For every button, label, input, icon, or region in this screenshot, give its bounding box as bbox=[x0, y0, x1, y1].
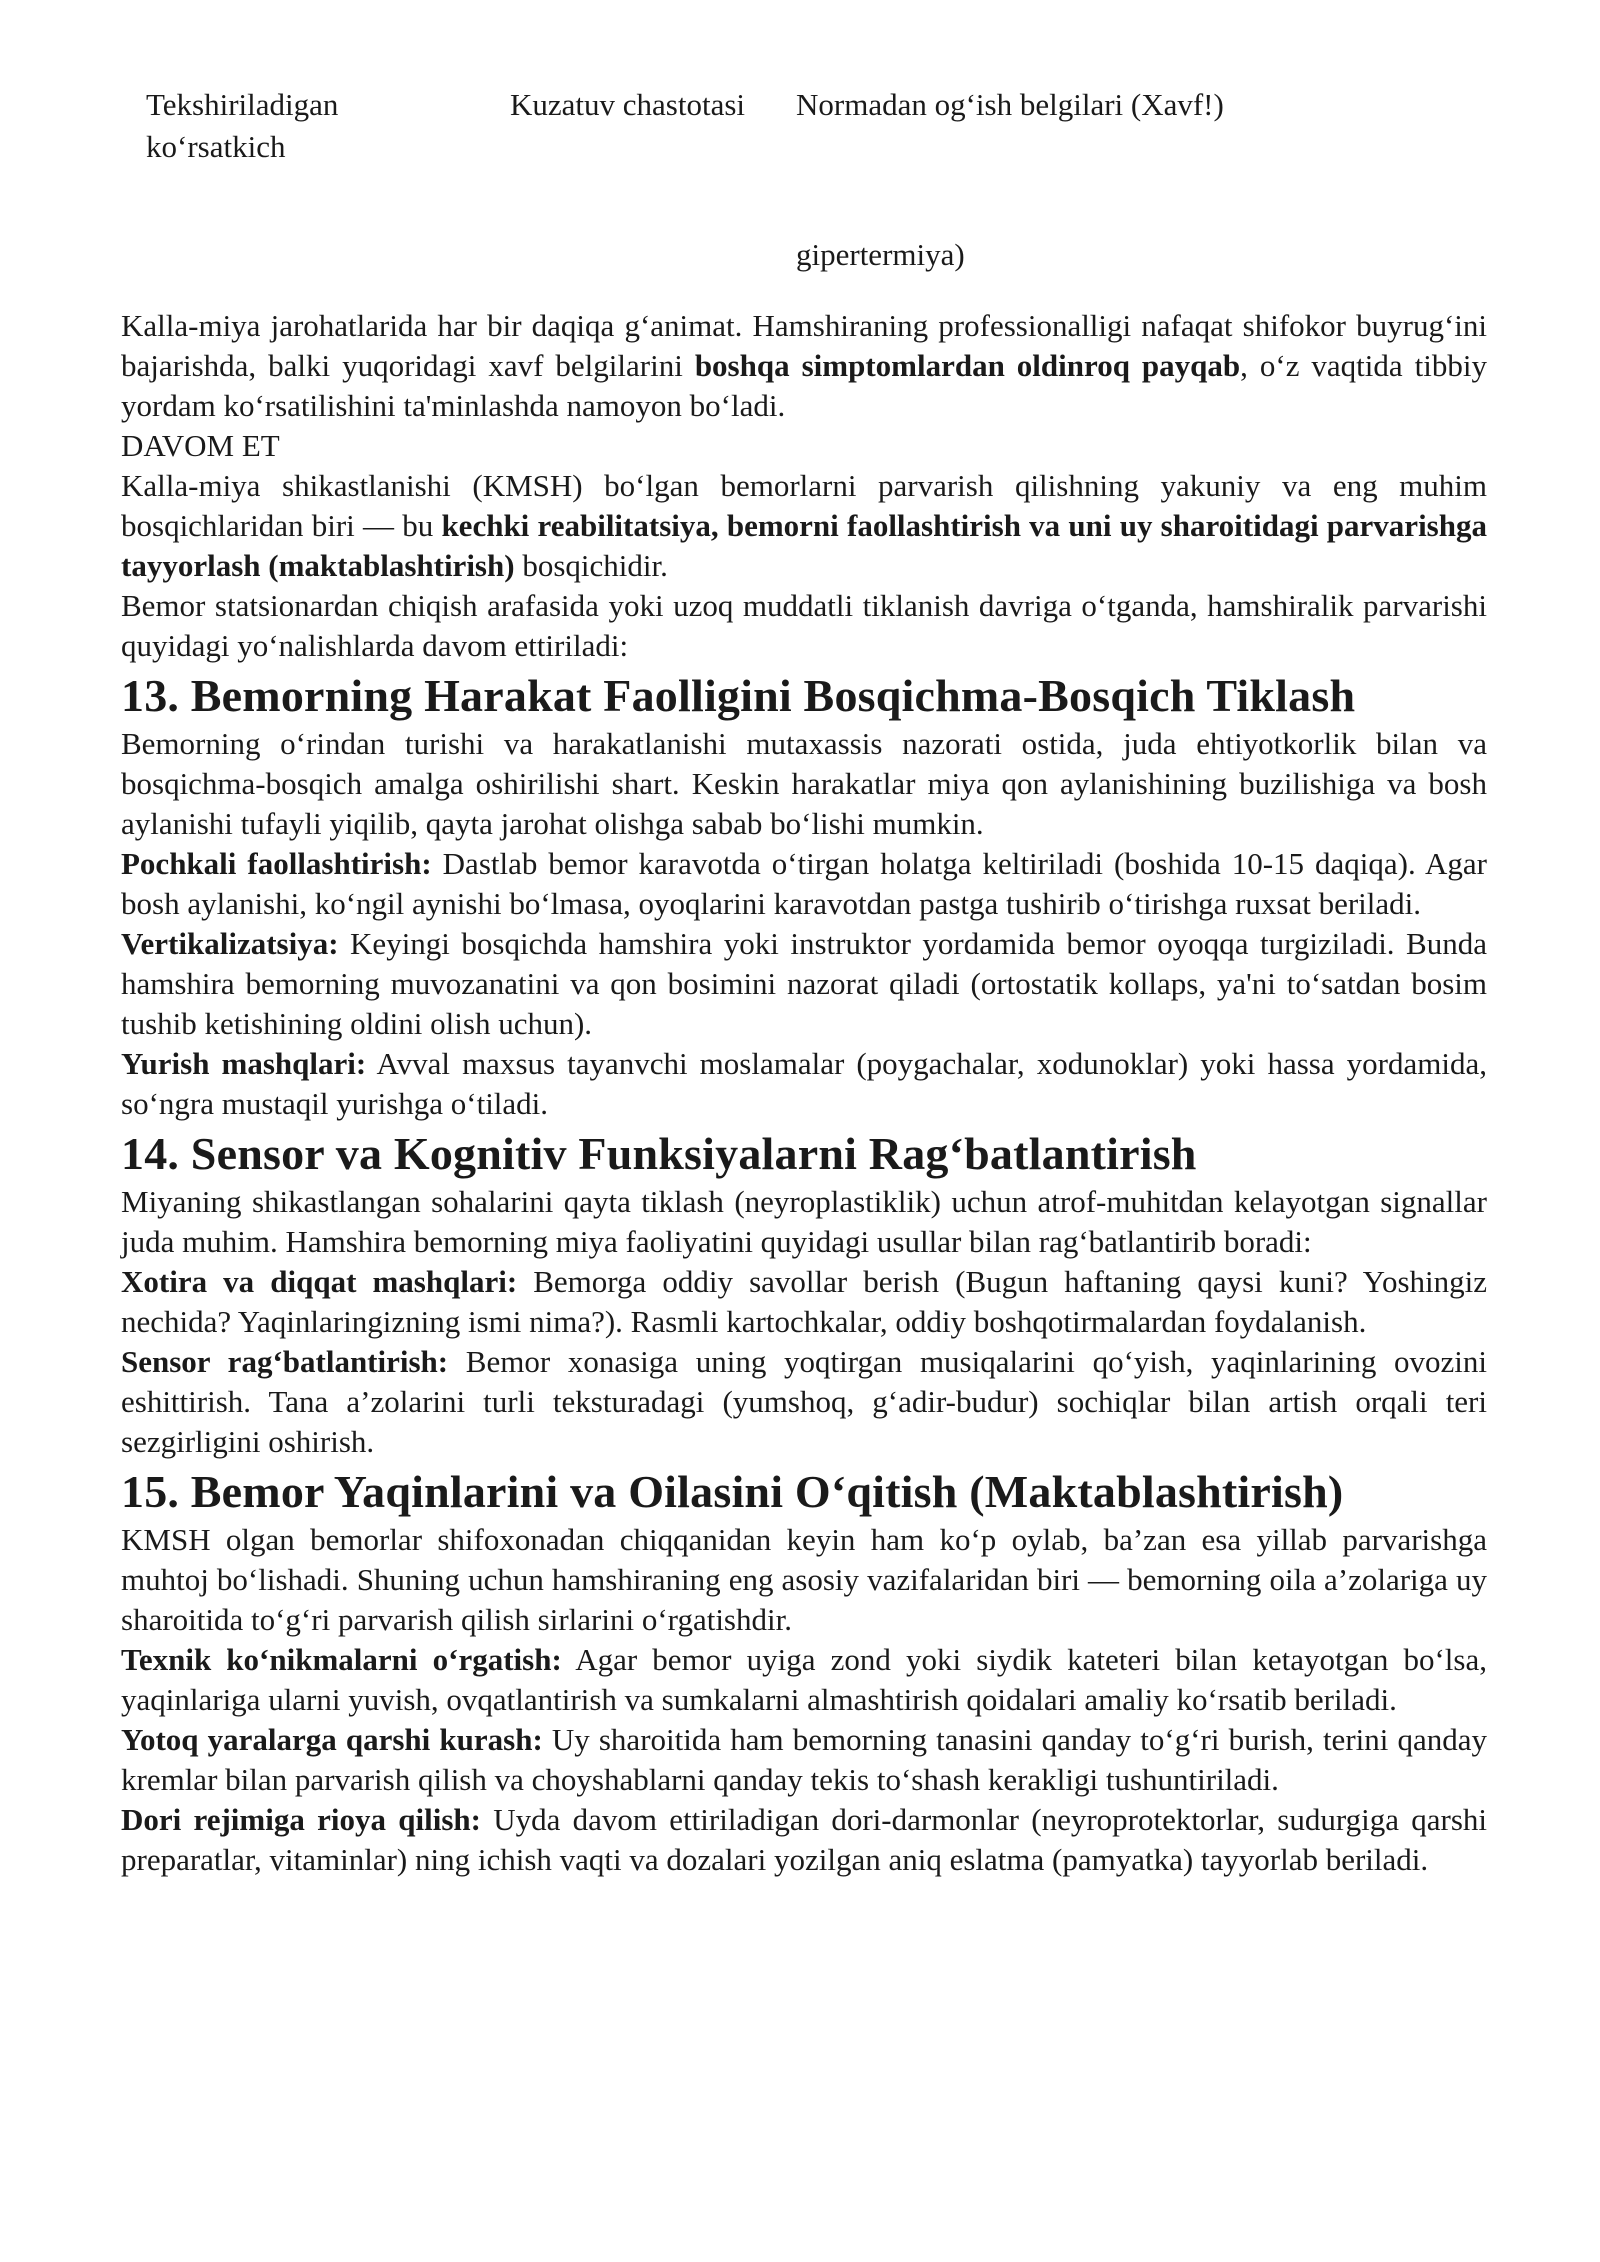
section-heading: 13. Bemorning Harakat Faolligini Bosqichma-Bosqich Tiklash bbox=[121, 670, 1356, 721]
item-text: Uyda davom ettiriladigan dori-darmonlar (neyroprotektorlar, sudurgiga qarshi preparatlar, vitaminlar) ning ichish vaqti va dozalari yozilgan aniq eslatma (pamyatka) tayyorlab beriladi. bbox=[121, 1802, 1488, 1877]
item-text: Uy sharoitida ham bemorning tanasini qanday to‘g‘ri burish, terini qanday kremlar bilan parvarish qilish va choyshablarni qanday tekis to‘shash kerakligi tushuntiriladi. bbox=[121, 1722, 1487, 1797]
section-item bbox=[121, 1720, 1487, 1800]
section-item bbox=[121, 1044, 1487, 1124]
section-intro: KMSH olgan bemorlar shifoxonadan chiqqanidan keyin ham ko‘p oylab, ba’zan esa yillab parvarishga muhtoj bo‘lishadi. Shuning uchun hamshiraning eng asosiy vazifalaridan biri — bemorning oila a’zolariga uy sharoitida to‘g‘ri parvarish qilish sirlarini o‘rgatishdir. bbox=[121, 1522, 1487, 1637]
table-header-cell: Normadan og‘ish belgilari (Xavf!) bbox=[796, 87, 1224, 122]
item-term: Yotoq yaralarga qarshi kurash: bbox=[121, 1722, 543, 1757]
item-term: Xotira va diqqat mashqlari: bbox=[121, 1264, 518, 1299]
section-intro: Bemorning o‘rindan turishi va harakatlanishi mutaxassis nazorati ostida, juda ehtiyotkorlik bilan va bosqichma-bosqich amalga oshirilishi shart. Keskin harakatlar miya qon aylanishining buzilishiga va bosh aylanishi tufayli yiqilib, qayta jarohat olishga sabab bo‘lishi mumkin. bbox=[121, 726, 1487, 841]
bold-text-run: kechki reabilitatsiya, bemorni faollashtirish va uni uy sharoitidagi parvarishga tayyorlash (maktablashtirish) bbox=[121, 508, 1487, 583]
section-item bbox=[121, 1262, 1487, 1342]
text-run: , o‘z vaqtida tibbiy yordam ko‘rsatilishini ta'minlashda namoyon bo‘ladi. bbox=[121, 348, 1487, 423]
section-item bbox=[121, 1640, 1487, 1720]
item-text: Avval maxsus tayanvchi moslamalar (poygachalar, xodunoklar) yoki hassa yordamida, so‘ngra mustaqil yurishga o‘tiladi. bbox=[121, 1046, 1487, 1121]
item-term: Pochkali faollashtirish: bbox=[121, 846, 432, 881]
section-intro: Miyaning shikastlangan sohalarini qayta tiklash (neyroplastiklik) uchun atrof-muhitdan kelayotgan signallar juda muhim. Hamshira bemorning miya faoliyatini quyidagi usullar bilan rag‘batlantirib boradi: bbox=[121, 1184, 1487, 1259]
item-text: Bemor xonasiga uning yoqtirgan musiqalarini qo‘yish, yaqinlarining ovozini eshittirish. Tana a’zolarini turli teksturadagi (yumshoq, g‘adir-budur) sochiqlar bilan artish orqali teri sezgirligini oshirish. bbox=[121, 1344, 1487, 1459]
item-text: Dastlab bemor karavotda o‘tirgan holatga keltiriladi (boshida 10-15 daqiqa). Agar bosh aylanishi, ko‘ngil aynishi bo‘lmasa, oyoqlarini karavotdan pastga tushirib o‘tirishga ruxsat beriladi. bbox=[121, 846, 1487, 921]
bold-text-run: boshqa simptomlardan oldinroq payqab bbox=[694, 348, 1241, 383]
section-item bbox=[121, 924, 1487, 1044]
item-term: Vertikalizatsiya: bbox=[121, 926, 339, 961]
item-term: Texnik ko‘nikmalarni o‘rgatish: bbox=[121, 1642, 562, 1677]
table-fragment bbox=[146, 84, 1496, 272]
item-term: Sensor rag‘batlantirish: bbox=[121, 1344, 449, 1379]
intro-paragraph bbox=[121, 466, 1487, 586]
item-term: Yurish mashqlari: bbox=[121, 1046, 367, 1081]
item-text: Agar bemor uyiga zond yoki siydik kateteri bilan ketayotgan bo‘lsa, yaqinlariga ularni yuvish, ovqatlantirish va sumkalarni almashtirish qoidalari amaliy ko‘rsatib beriladi. bbox=[121, 1642, 1487, 1717]
table-continuation-cell: gipertermiya) bbox=[796, 237, 965, 272]
section-item bbox=[121, 844, 1487, 924]
document-body bbox=[121, 306, 1487, 1880]
section-heading: 15. Bemor Yaqinlarini va Oilasini O‘qitish (Maktablashtirish) bbox=[121, 1466, 1344, 1517]
section-item bbox=[121, 1800, 1487, 1880]
item-term: Dori rejimiga rioya qilish: bbox=[121, 1802, 481, 1837]
table-header-cell: Kuzatuv chastotasi bbox=[510, 87, 746, 122]
intro-paragraph: Bemor statsionardan chiqish arafasida yoki uzoq muddatli tiklanish davriga o‘tganda, hamshiralik parvarishi quyidagi yo‘nalishlarda davom ettiriladi: bbox=[121, 588, 1487, 663]
text-run: Kalla-miya shikastlanishi (KMSH) bo‘lgan bemorlarni parvarish qilishning yakuniy va eng muhim bosqichlaridan biri — bu bbox=[121, 468, 1487, 543]
table-header-row bbox=[146, 84, 1496, 168]
table-header-cell: Tekshiriladigan ko‘rsatkich bbox=[146, 87, 339, 164]
section-heading: 14. Sensor va Kognitiv Funksiyalarni Rag‘batlantirish bbox=[121, 1128, 1197, 1179]
intro-paragraph bbox=[121, 306, 1487, 426]
item-text: Bemorga oddiy savollar berish (Bugun haftaning qaysi kuni? Yoshingiz nechida? Yaqinlaringizning ismi nima?). Rasmli kartochkalar, oddiy boshqotirmalardan foydalanish. bbox=[121, 1264, 1487, 1339]
section-item bbox=[121, 1342, 1487, 1462]
item-text: Keyingi bosqichda hamshira yoki instruktor yordamida bemor oyoqqa turgiziladi. Bunda hamshira bemorning muvozanatini va qon bosimini nazorat qiladi (ortostatik kollaps, ya'ni to‘satdan bosim tushib ketishining oldini olish uchun). bbox=[121, 926, 1487, 1041]
text-run: bosqichidir. bbox=[514, 548, 668, 583]
continue-label: DAVOM ET bbox=[121, 428, 280, 463]
text-run: Kalla-miya jarohatlarida har bir daqiqa g‘animat. Hamshiraning professionalligi nafaqat shifokor buyrug‘ini bajarishda, balki yuqoridagi xavf belgilarini bbox=[121, 308, 1487, 383]
